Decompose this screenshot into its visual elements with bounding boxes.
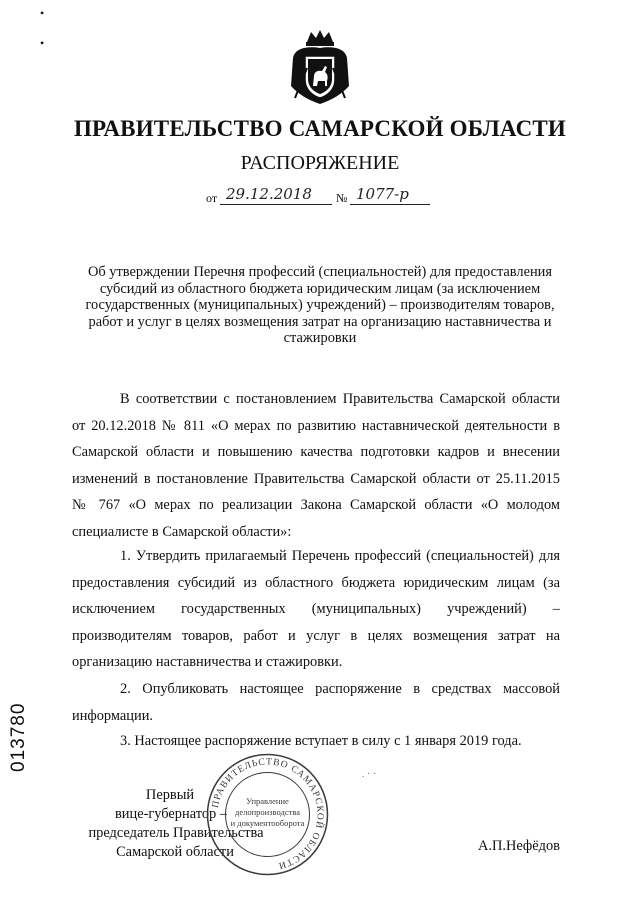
- official-stamp: [205, 752, 330, 877]
- government-title: ПРАВИТЕЛЬСТВО САМАРСКОЙ ОБЛАСТИ: [73, 116, 567, 141]
- number-underline: [350, 204, 430, 205]
- stamp-line3: и документооборота: [230, 818, 305, 828]
- stamp-ring-text: ПРАВИТЕЛЬСТВО САМАРСКОЙ ОБЛАСТИ: [210, 757, 325, 871]
- date-prefix: от: [206, 191, 218, 205]
- registration-number: 013780: [8, 702, 29, 772]
- document-subject: Об утверждении Перечня профессий (специальностей) для предоставления субсидий из областного бюджета юридическим лицам (за исключением государственных (муниципальных) учреждений) – производителям товаров, работ и услуг в целях возмещения затрат на организацию наставничества и стажировки: [85, 264, 555, 346]
- date-number-line: [206, 185, 436, 207]
- item-2-paragraph: 2. Опубликовать настоящее распоряжение в средствах массовой информации.: [72, 681, 560, 724]
- signatory-name: А.П.Нефёдов: [478, 838, 560, 854]
- signatory-position-line2: вице-губернатор –: [115, 806, 227, 822]
- signatory-position-line3: председатель Правительства: [88, 825, 264, 841]
- preamble-paragraph: В соответствии с постановлением Правительства Самарской области от 20.12.2018 № 811 «О мерах по развитию наставнической деятельности в Самарской области и повышению качества подготовки кадров и внесении изменений в постановление Правительства Самарской области от 25.11.2015 № 767 «О мерах по реализации Закона Самарской области «О молодом специалисте в Самарской области»:: [72, 391, 560, 540]
- item-1-paragraph: 1. Утвердить прилагаемый Перечень профессий (специальностей) для предоставления субсидий из областного бюджета юридическим лицам (за исключением государственных (муниципальных) учреждений) – производителям товаров, работ и услуг в целях возмещения затрат на организацию наставничества и стажировки.: [72, 548, 560, 671]
- document-type: РАСПОРЯЖЕНИЕ: [240, 152, 400, 174]
- samara-coat-of-arms-icon: [287, 28, 353, 106]
- number-value: 1077-р: [356, 185, 409, 203]
- stamp-line2: делопроизводства: [235, 807, 300, 817]
- date-value: 29.12.2018: [226, 185, 312, 203]
- signatory-position-line1: Первый: [145, 787, 195, 803]
- signatory-position-line4: Самарской области: [116, 844, 234, 860]
- date-underline: [220, 204, 332, 205]
- number-prefix: №: [336, 191, 348, 205]
- item-3-paragraph: 3. Настоящее распоряжение вступает в силу с 1 января 2019 года.: [120, 733, 522, 749]
- scan-artifact: . · ·: [362, 769, 377, 780]
- stamp-line1: Управление: [246, 796, 289, 806]
- scan-marks: • •: [40, 6, 45, 50]
